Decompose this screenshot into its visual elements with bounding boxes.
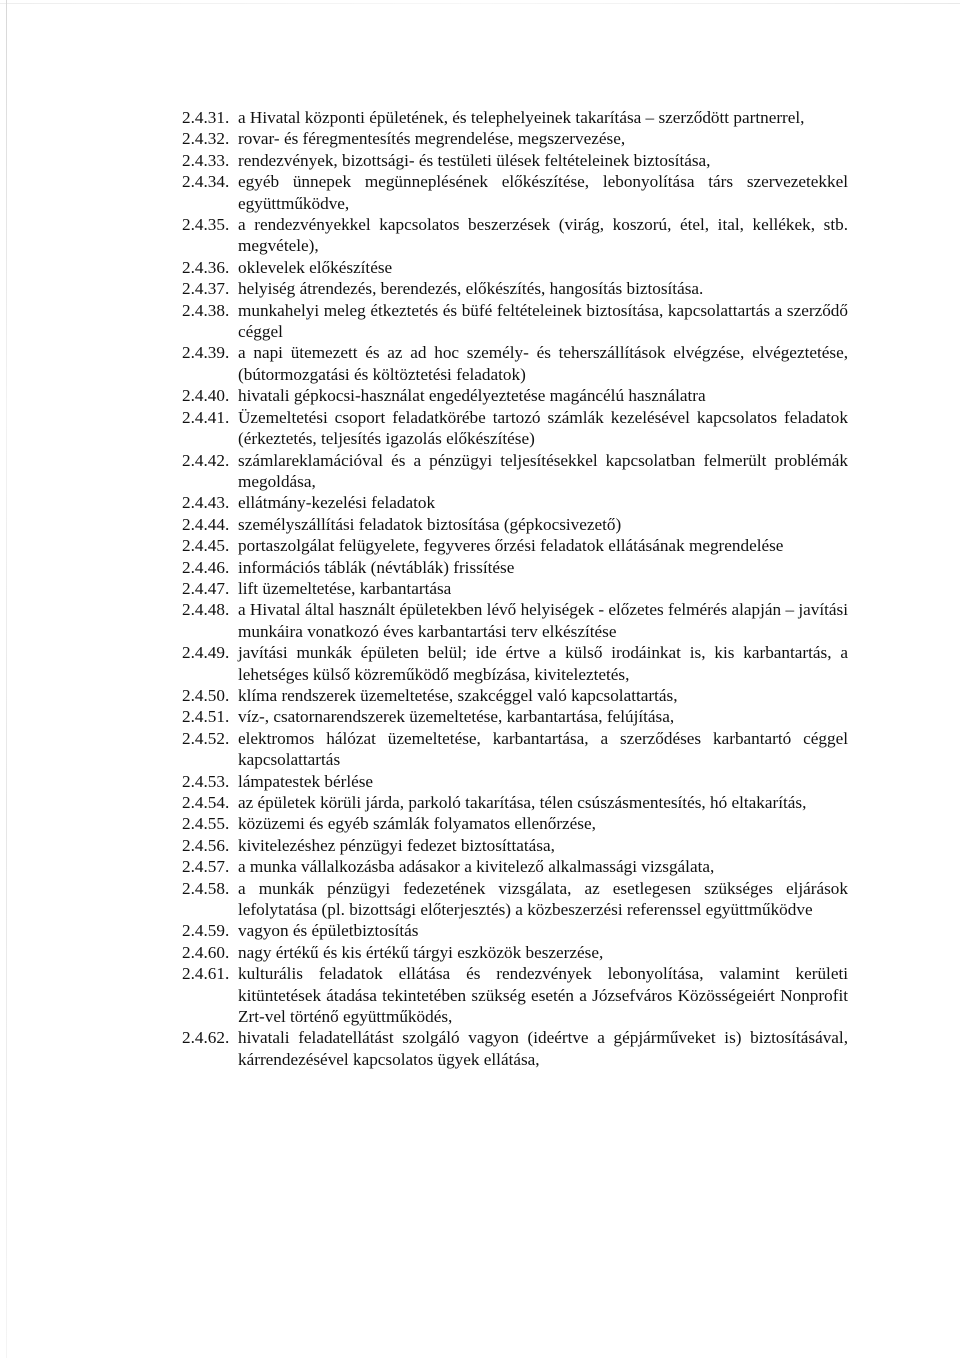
item-text: közüzemi és egyéb számlák folyamatos ellenőrzése,	[238, 814, 596, 834]
list-item	[182, 942, 848, 963]
list-item	[182, 856, 848, 877]
item-text: munkahelyi meleg étkeztetés és büfé feltételeinek biztosítása, kapcsolattartás a szerződő céggel	[238, 300, 848, 342]
item-number: 2.4.50.	[182, 685, 230, 705]
list-item	[182, 878, 848, 921]
item-number: 2.4.61.	[182, 964, 230, 984]
item-text: ellátmány-kezelési feladatok	[238, 493, 436, 513]
list-item	[182, 128, 848, 149]
list-item	[182, 342, 848, 385]
item-number: 2.4.35.	[182, 215, 230, 235]
list-item	[182, 278, 848, 299]
list-item	[182, 171, 848, 214]
item-text: személyszállítási feladatok biztosítása (gépkocsivezető)	[238, 514, 622, 534]
item-number: 2.4.58.	[182, 878, 230, 898]
document-page	[182, 107, 848, 1070]
item-text: az épületek körüli járda, parkoló takarítása, télen csúszásmentesítés, hó eltakarítás,	[238, 793, 807, 812]
item-text: elektromos hálózat üzemeltetése, karbantartása, a szerződéses karbantartó céggel kapcsolattartás	[238, 728, 848, 770]
list-item	[182, 492, 848, 513]
scan-edge-top	[0, 3, 960, 4]
item-text: a munka vállalkozásba adásakor a kivitelező alkalmassági vizsgálata,	[238, 857, 715, 877]
item-number: 2.4.33.	[182, 150, 230, 170]
list-item	[182, 450, 848, 493]
item-number: 2.4.48.	[182, 600, 230, 620]
item-number: 2.4.31.	[182, 108, 230, 127]
list-item	[182, 599, 848, 642]
item-text: a munkák pénzügyi fedezetének vizsgálata, az esetlegesen szükséges eljárások lefolytatása (pl. bizottsági előterjesztés) a közbeszerzési referenssel együttműködve	[238, 878, 848, 920]
list-item	[182, 835, 848, 856]
item-text: nagy értékű és kis értékű tárgyi eszközök beszerzése,	[238, 942, 604, 962]
item-text: víz-, csatornarendszerek üzemeltetése, karbantartása, felújítása,	[238, 707, 675, 727]
item-number: 2.4.44.	[182, 514, 230, 534]
list-item	[182, 642, 848, 685]
item-number: 2.4.41.	[182, 407, 230, 427]
list-item	[182, 107, 848, 128]
item-text: rovar- és féregmentesítés megrendelése, megszervezése,	[238, 129, 626, 149]
item-text: egyéb ünnepek megünneplésének előkészítése, lebonyolítása társ szervezetekkel együttműködve,	[238, 172, 848, 213]
item-number: 2.4.55.	[182, 814, 230, 834]
item-text: lift üzemeltetése, karbantartása	[238, 578, 452, 598]
item-number: 2.4.46.	[182, 557, 230, 577]
item-number: 2.4.37.	[182, 279, 230, 299]
item-number: 2.4.45.	[182, 536, 230, 556]
item-text: a Hivatal által használt épületekben lévő helyiségek - előzetes felmérés alapján – javítási munkáira vonatkozó éves karbantartási terv elkészítése	[238, 600, 848, 641]
list-item	[182, 920, 848, 941]
list-item	[182, 813, 848, 834]
list-item	[182, 407, 848, 450]
item-text: klíma rendszerek üzemeltetése, szakcéggel való kapcsolattartás,	[238, 685, 678, 705]
item-text: lámpatestek bérlése	[238, 771, 374, 791]
list-item	[182, 685, 848, 706]
item-text: javítási munkák épületen belül; ide értve a külső irodáinkat is, kis karbantartás, a lehetséges külső közreműködő megbízása, kiviteleztetés,	[238, 643, 848, 684]
list-item	[182, 963, 848, 1027]
item-text: a napi ütemezett és az ad hoc személy- és teherszállítások elvégzése, elvégeztetése, (bútormozgatási és költöztetési feladatok)	[238, 343, 848, 384]
item-text: kulturális feladatok ellátása és rendezvények lebonyolítása, valamint kerületi kitüntetések átadása tekintetében szükség esetén a Józsefváros Közösségeiért Nonprofit Zrt-vel történő együttműködés,	[238, 964, 848, 1027]
item-text: hivatali gépkocsi-használat engedélyeztetése magáncélú használatra	[238, 386, 706, 406]
item-number: 2.4.43.	[182, 493, 230, 513]
list-item	[182, 771, 848, 792]
item-number: 2.4.62.	[182, 1028, 230, 1048]
list-item	[182, 706, 848, 727]
item-number: 2.4.56.	[182, 835, 230, 855]
list-item	[182, 728, 848, 771]
item-text: számlareklamációval és a pénzügyi teljesítésekkel kapcsolatban felmerült problémák megoldása,	[238, 450, 848, 491]
list-item	[182, 557, 848, 578]
item-number: 2.4.42.	[182, 450, 230, 470]
scan-edge-left	[6, 0, 7, 1358]
list-item	[182, 792, 848, 813]
item-text: vagyon és épületbiztosítás	[238, 921, 419, 941]
item-text: helyiség átrendezés, berendezés, előkészítés, hangosítás biztosítása.	[238, 279, 704, 299]
item-text: a Hivatal központi épületének, és telephelyeinek takarítása – szerződött partnerrel,	[238, 108, 805, 127]
item-text: a rendezvényekkel kapcsolatos beszerzések (virág, koszorú, étel, ital, kellékek, stb. megvétele),	[238, 215, 848, 256]
item-text: Üzemeltetési csoport feladatkörébe tartozó számlák kezelésével kapcsolatos feladatok (érkeztetés, teljesítés igazolás előkészítése)	[238, 407, 848, 449]
item-number: 2.4.40.	[182, 386, 230, 406]
item-number: 2.4.54.	[182, 793, 230, 812]
item-number: 2.4.59.	[182, 921, 230, 941]
item-text: hivatali feladatellátást szolgáló vagyon (ideértve a gépjárműveket is) biztosításával, kárrendezésével kapcsolatos ügyek ellátása,	[238, 1028, 848, 1069]
item-number: 2.4.32.	[182, 129, 230, 149]
item-number: 2.4.52.	[182, 728, 230, 748]
item-number: 2.4.39.	[182, 343, 230, 363]
item-text: rendezvények, bizottsági- és testületi ülések feltételeinek biztosítása,	[238, 150, 711, 170]
list-item	[182, 150, 848, 171]
item-text: kivitelezéshez pénzügyi fedezet biztosíttatása,	[238, 835, 555, 855]
item-text: portaszolgálat felügyelete, fegyveres őrzési feladatok ellátásának megrendelése	[238, 536, 784, 556]
item-number: 2.4.53.	[182, 771, 230, 791]
item-text: információs táblák (névtáblák) frissítése	[238, 557, 515, 577]
item-number: 2.4.38.	[182, 300, 230, 320]
list-item	[182, 578, 848, 599]
item-number: 2.4.47.	[182, 578, 230, 598]
item-number: 2.4.49.	[182, 643, 230, 663]
list-item	[182, 514, 848, 535]
item-number: 2.4.34.	[182, 172, 230, 192]
list-item	[182, 1027, 848, 1070]
list-item	[182, 300, 848, 343]
list-item	[182, 385, 848, 406]
item-text: oklevelek előkészítése	[238, 257, 393, 277]
item-number: 2.4.51.	[182, 707, 230, 727]
list-item	[182, 535, 848, 556]
item-number: 2.4.60.	[182, 942, 230, 962]
item-number: 2.4.36.	[182, 257, 230, 277]
list-item	[182, 257, 848, 278]
list-item	[182, 214, 848, 257]
item-number: 2.4.57.	[182, 857, 230, 877]
